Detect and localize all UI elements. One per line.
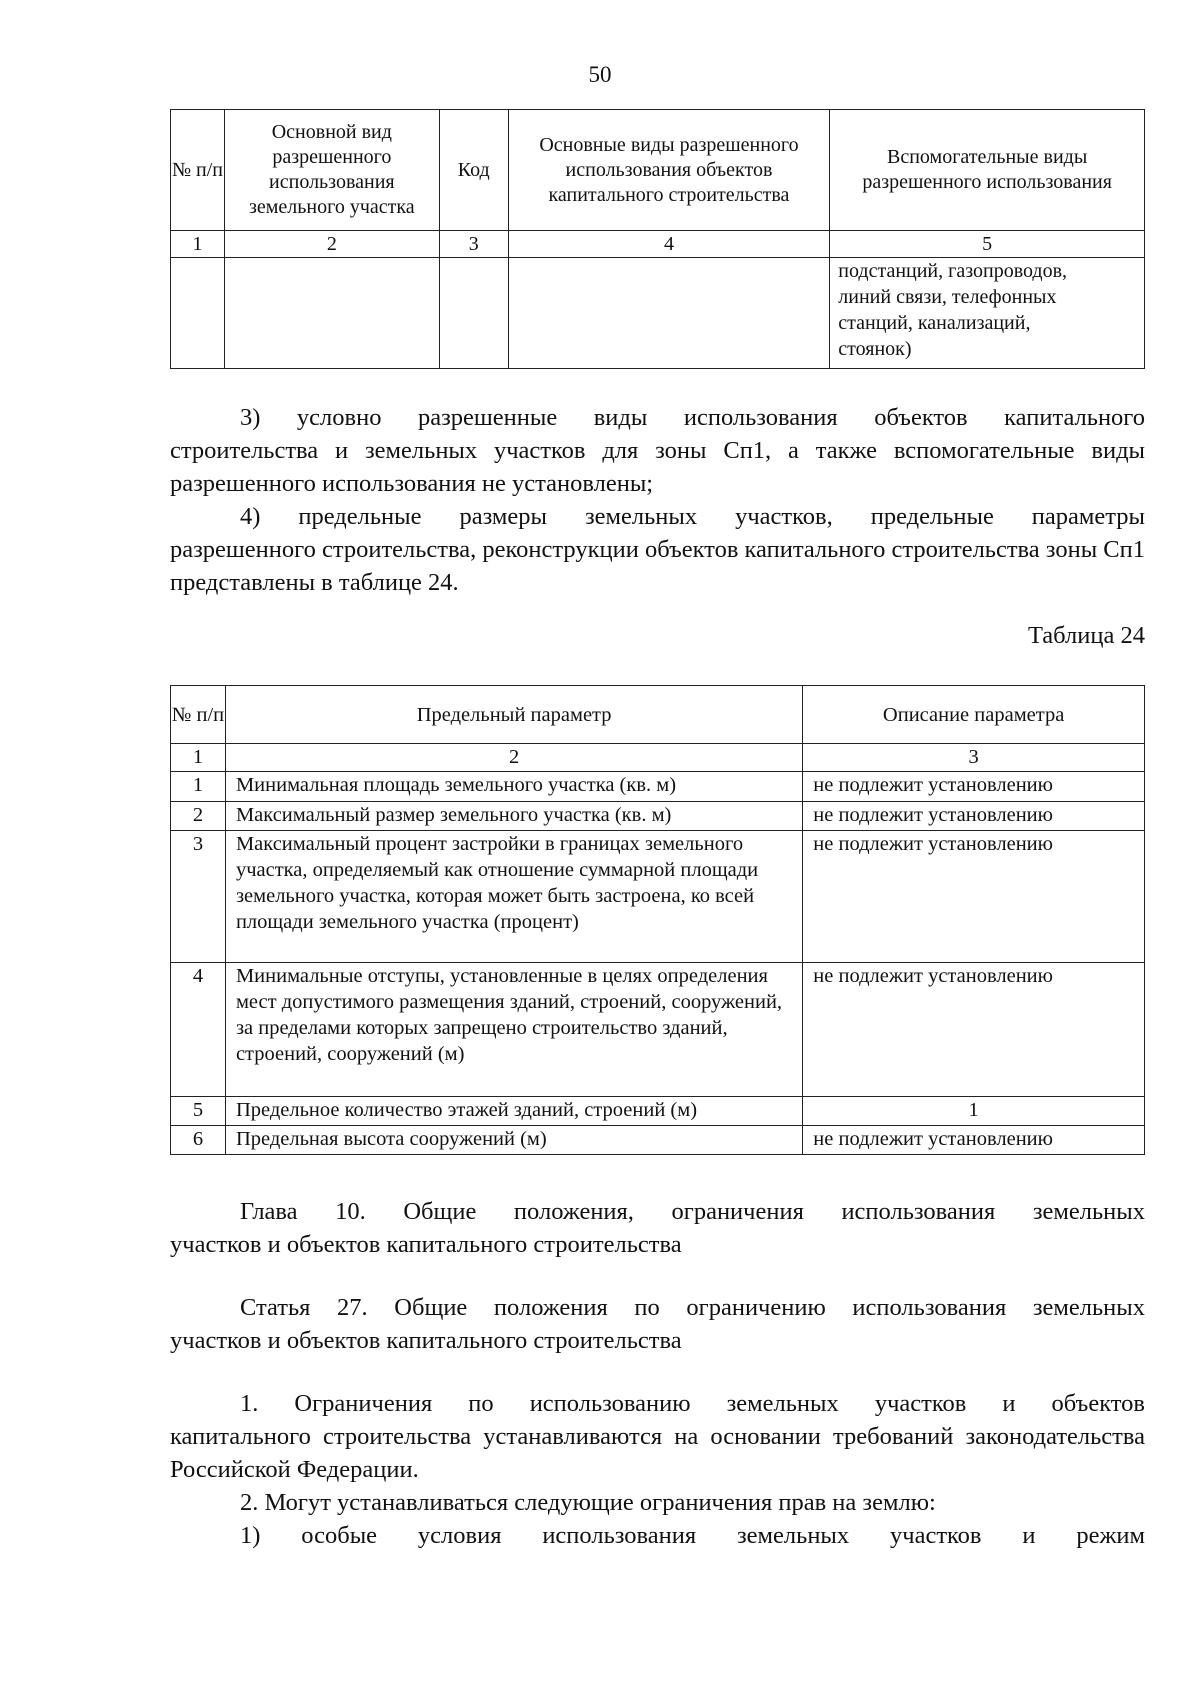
row-number: 6 [171, 1126, 226, 1155]
row-description: 1 [803, 1097, 1145, 1126]
body-paragraph-1-rest: капитального строительства устанавливаются на основании требований законодательства Российской Федерации. [170, 1423, 1145, 1483]
t1-cell [508, 258, 830, 369]
t1-header-num: № п/п [171, 110, 225, 231]
t1-auxiliary-cell [830, 258, 1145, 369]
t2-colnum-2: 2 [225, 744, 802, 772]
t1-aux-line: подстанций, газопроводов, [838, 260, 1068, 282]
table-caption: Таблица 24 [1027, 622, 1145, 649]
row-number: 4 [171, 963, 226, 1097]
paragraph-4-first-line: 4) предельные размеры земельных участков, предельные параметры [240, 503, 1145, 530]
t1-colnum-2: 2 [224, 231, 439, 258]
t1-colnum-4: 4 [508, 231, 830, 258]
t1-header-auxiliary-use: Вспомогательные виды разрешенного использования [830, 110, 1145, 231]
t1-colnum-3: 3 [439, 231, 508, 258]
row-parameter: Минимальная площадь земельного участка (кв. м) [225, 772, 802, 802]
t2-colnum-1: 1 [171, 744, 226, 772]
article-heading-rest: участков и объектов капитального строительства [170, 1327, 682, 1354]
table-row [171, 1126, 1145, 1155]
table-row [171, 831, 1145, 963]
row-parameter: Максимальный размер земельного участка (кв. м) [225, 802, 802, 831]
body-paragraph-3 [170, 1519, 1145, 1552]
table-row [171, 1097, 1145, 1126]
t1-aux-line: линий связи, телефонных [838, 286, 1057, 308]
t1-header-code: Код [439, 110, 508, 231]
t2-colnum-3: 3 [803, 744, 1145, 772]
paragraph-4-rest: разрешенного строительства, реконструкции объектов капитального строительства зоны Сп1 представлены в таблице 24. [170, 536, 1145, 596]
t1-aux-line: стоянок) [838, 338, 912, 360]
t1-header-main-use: Основной вид разрешенного использования земельного участка [224, 110, 439, 231]
t1-cell [224, 258, 439, 369]
chapter-heading-rest: участков и объектов капитального строительства [170, 1231, 682, 1258]
row-description: не подлежит установлению [803, 1126, 1145, 1155]
article-heading [170, 1291, 1145, 1357]
t1-header-capital-use: Основные виды разрешенного использования объектов капитального строительства [508, 110, 830, 231]
row-number: 1 [171, 772, 226, 802]
row-parameter: Максимальный процент застройки в границах земельного участка, определяемый как отношение суммарной площади земельного участка, которая может быть застроена, ко всей площади земельного участка (процент) [225, 831, 802, 963]
paragraph-3 [170, 401, 1145, 500]
row-description: не подлежит установлению [803, 963, 1145, 1097]
body-paragraph-3-line: 1) особые условия использования земельных участков и режим [240, 1522, 1145, 1549]
t1-colnum-5: 5 [830, 231, 1145, 258]
table-row [171, 802, 1145, 831]
body-paragraph-1-first-line: 1. Ограничения по использованию земельных участков и объектов [240, 1390, 1145, 1417]
permitted-use-table-continuation [170, 109, 1145, 369]
t1-cell [171, 258, 225, 369]
chapter-heading-first-line: Глава 10. Общие положения, ограничения использования земельных [240, 1198, 1145, 1225]
t1-aux-line: станций, канализаций, [838, 312, 1031, 334]
paragraph-3-rest: строительства и земельных участков для зоны Сп1, а также вспомогательные виды разрешенного использования не установлены; [170, 437, 1145, 497]
article-heading-first-line: Статья 27. Общие положения по ограничению использования земельных [240, 1294, 1145, 1321]
limit-parameters-table [170, 685, 1145, 1155]
t2-header-parameter: Предельный параметр [225, 686, 802, 744]
row-number: 3 [171, 831, 226, 963]
t2-header-num: № п/п [171, 686, 226, 744]
row-number: 2 [171, 802, 226, 831]
row-parameter: Минимальные отступы, установленные в целях определения мест допустимого размещения зданий, строений, сооружений, за пределами которых запрещено строительство зданий, строений, сооружений (м) [225, 963, 802, 1097]
body-paragraph-2 [170, 1486, 1145, 1519]
t1-cell [439, 258, 508, 369]
t1-colnum-1: 1 [171, 231, 225, 258]
t2-header-description: Описание параметра [803, 686, 1145, 744]
row-description: не подлежит установлению [803, 802, 1145, 831]
row-parameter: Предельное количество этажей зданий, строений (м) [225, 1097, 802, 1126]
body-paragraph-2-line: 2. Могут устанавливаться следующие ограничения прав на землю: [240, 1489, 936, 1516]
row-description: не подлежит установлению [803, 831, 1145, 963]
chapter-heading [170, 1195, 1145, 1261]
paragraph-4 [170, 500, 1145, 599]
row-parameter: Предельная высота сооружений (м) [225, 1126, 802, 1155]
row-description: не подлежит установлению [803, 772, 1145, 802]
body-paragraph-1 [170, 1387, 1145, 1486]
row-number: 5 [171, 1097, 226, 1126]
page-number: 50 [588, 62, 612, 87]
table-row [171, 772, 1145, 802]
table-row [171, 963, 1145, 1097]
paragraph-3-first-line: 3) условно разрешенные виды использования объектов капитального [240, 404, 1145, 431]
